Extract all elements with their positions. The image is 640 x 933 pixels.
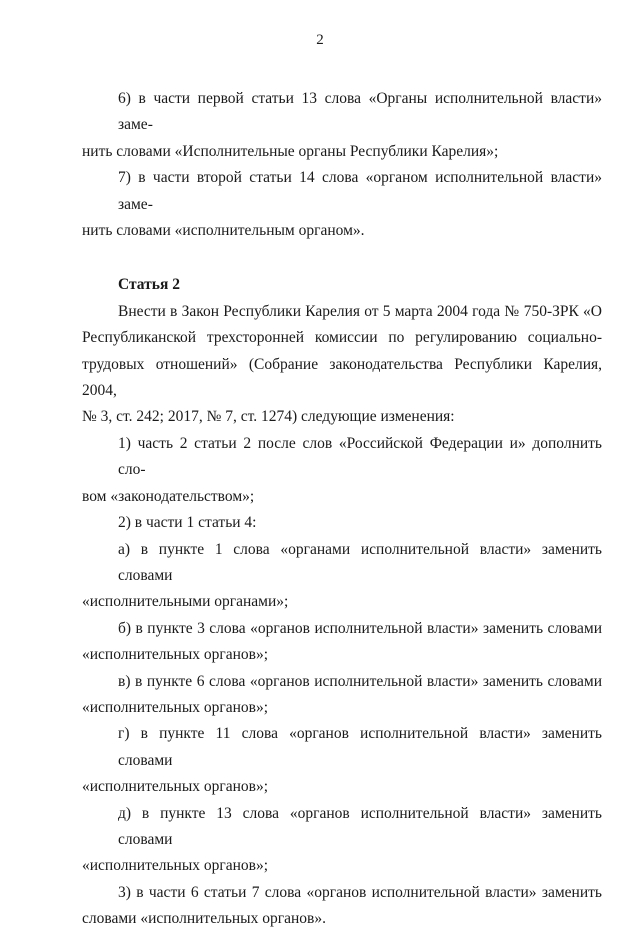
paragraph-line: нить словами «исполнительным органом».	[82, 222, 365, 240]
page-number: 2	[316, 32, 324, 48]
paragraph	[82, 721, 602, 800]
paragraph-line: а) в пункте 1 слова «органами исполнительной власти» заменить словами	[118, 540, 602, 584]
paragraph	[82, 431, 602, 510]
paragraph-line: «исполнительными органами»;	[82, 593, 289, 611]
paragraph-line: Республиканской трехсторонней комиссии по регулированию социально-	[82, 329, 602, 347]
paragraph-line: словами «исполнительных органов».	[82, 910, 326, 928]
paragraph-line: б) в пункте 3 слова «органов исполнительной власти» заменить словами	[118, 619, 602, 637]
paragraph-line: «исполнительных органов»;	[82, 778, 269, 796]
paragraph	[82, 616, 602, 669]
document-body	[82, 86, 602, 933]
paragraph-line: 1) часть 2 статьи 2 после слов «Российской Федерации и» дополнить сло-	[118, 434, 602, 479]
paragraph-line: Внести в Закон Республики Карелия от 5 марта 2004 года № 750-ЗРК «О	[118, 302, 602, 320]
paragraph	[82, 801, 602, 880]
paragraph-line: «исполнительных органов»;	[82, 698, 269, 716]
intro-section	[82, 86, 602, 244]
paragraph	[82, 86, 602, 165]
paragraph-line: нить словами «Исполнительные органы Республики Карелия»;	[82, 142, 499, 160]
article-body	[82, 299, 602, 933]
paragraph-line: «исполнительных органов»;	[82, 857, 269, 875]
paragraph-line: вом «законодательством»;	[82, 487, 255, 505]
paragraph	[82, 165, 602, 244]
paragraph-line: г) в пункте 11 слова «органов исполнительной власти» заменить словами	[118, 725, 602, 769]
paragraph-line: 2) в части 1 статьи 4:	[118, 514, 257, 532]
paragraph	[82, 510, 602, 536]
paragraph-line: 7) в части второй статьи 14 слова «органом исполнительной власти» заме-	[118, 169, 602, 213]
paragraph	[82, 299, 602, 431]
paragraph	[82, 880, 602, 933]
paragraph	[82, 669, 602, 722]
paragraph-line: «исполнительных органов»;	[82, 646, 269, 664]
paragraph-line: 6) в части первой статьи 13 слова «Органы исполнительной власти» заме-	[118, 90, 602, 134]
paragraph	[82, 537, 602, 616]
paragraph-line: № 3, ст. 242; 2017, № 7, ст. 1274) следующие изменения:	[82, 408, 455, 426]
paragraph-line: трудовых отношений» (Собрание законодательства Республики Карелия, 2004,	[82, 355, 602, 400]
paragraph-line: в) в пункте 6 слова «органов исполнительной власти» заменить словами	[118, 672, 602, 690]
paragraph-line: 3) в части 6 статьи 7 слова «органов исполнительной власти» заменить	[118, 883, 602, 901]
paragraph-line: д) в пункте 13 слова «органов исполнительной власти» заменить словами	[118, 804, 602, 848]
article-title: Статья 2	[118, 276, 180, 294]
